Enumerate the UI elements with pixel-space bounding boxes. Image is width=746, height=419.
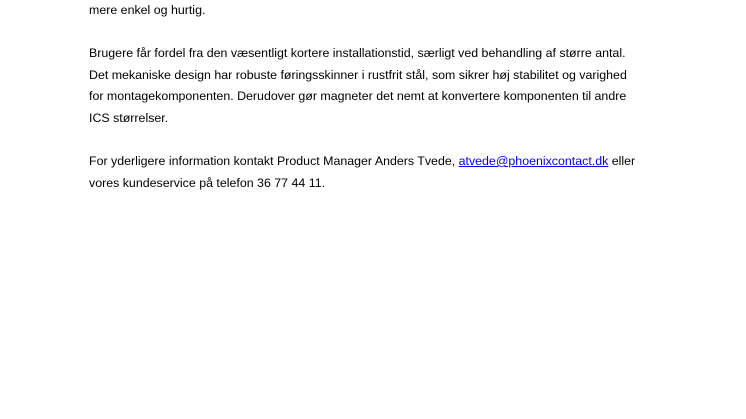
contact-text-suffix: eller bbox=[608, 154, 636, 168]
email-link[interactable]: atvede@phoenixcontact.dk bbox=[458, 154, 609, 168]
paragraph-2-line-3: for montagekomponenten. Derudover gør magneter det nemt at konvertere komponenten til andre bbox=[89, 89, 627, 103]
contact-text: For yderligere information kontakt Product Manager Anders Tvede, bbox=[89, 154, 459, 168]
paragraph-1-line-1: mere enkel og hurtig. bbox=[89, 3, 206, 17]
paragraph-2-line-2: Det mekaniske design har robuste føringsskinner i rustfrit stål, som sikrer høj stabilitet og varighed bbox=[89, 68, 627, 82]
paragraph-2-line-4: ICS størrelser. bbox=[89, 111, 169, 125]
paragraph-3-line-1 bbox=[89, 154, 635, 168]
paragraph-2-line-1: Brugere får fordel fra den væsentligt kortere installationstid, særligt ved behandling af større antal. bbox=[89, 46, 626, 60]
paragraph-3-line-2: vores kundeservice på telefon 36 77 44 11. bbox=[89, 176, 326, 190]
